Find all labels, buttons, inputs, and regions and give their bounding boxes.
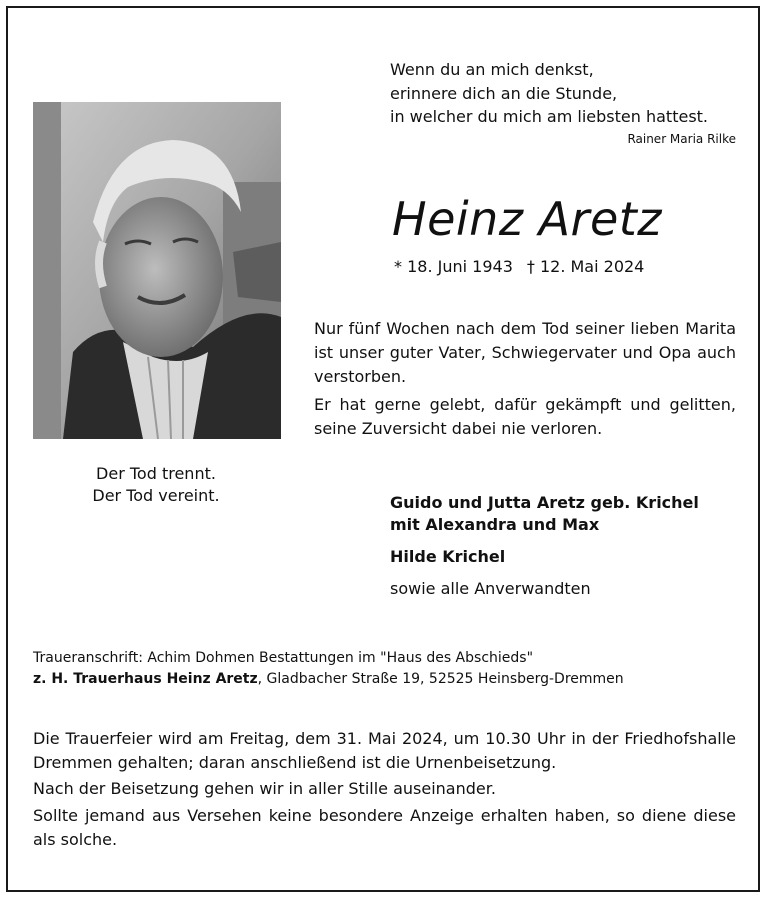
birth-date: * 18. Juni 1943 <box>394 257 513 276</box>
funeral-notice: Die Trauerfeier wird am Freitag, dem 31. Mai 2024, um 10.30 Uhr in der Friedhofshalle Dremmen gehalten; daran anschließend ist die Urnenbeisetzung. <box>33 729 736 772</box>
funeral-notice: Sollte jemand aus Versehen keine besondere Anzeige erhalten haben, so diene diese als solche. <box>33 806 736 849</box>
address-recipient: z. H. Trauerhaus Heinz Aretz <box>33 671 258 687</box>
portrait-image <box>33 102 281 439</box>
portrait-photo <box>33 102 281 439</box>
poem-line: in welcher du mich am liebsten hattest. <box>390 107 709 126</box>
mourning-address-line2 <box>33 671 743 687</box>
family-line: Guido und Jutta Aretz geb. Krichel <box>390 493 699 512</box>
deceased-name: Heinz Aretz <box>392 192 662 246</box>
poem <box>390 58 750 129</box>
obituary-paragraph: Er hat gerne gelebt, dafür gekämpft und gelitten, seine Zuversicht dabei nie verloren. <box>314 395 736 438</box>
mourning-address: Traueranschrift: Achim Dohmen Bestattungen im "Haus des Abschieds" <box>33 650 534 666</box>
poem-author: Rainer Maria Rilke <box>627 132 736 146</box>
quote-line: Der Tod vereint. <box>92 486 220 505</box>
quote <box>40 463 272 507</box>
poem-line: erinnere dich an die Stunde, <box>390 83 618 103</box>
death-date: † 12. Mai 2024 <box>526 257 645 276</box>
poem-line: Wenn du an mich denkst, <box>390 60 594 79</box>
family-line: mit Alexandra und Max <box>390 515 600 534</box>
quote-line: Der Tod trennt. <box>96 464 216 483</box>
life-dates <box>394 257 644 276</box>
funeral-notice: Nach der Beisetzung gehen wir in aller Stille auseinander. <box>33 779 496 798</box>
family-line: Hilde Krichel <box>390 547 506 566</box>
address-street: , Gladbacher Straße 19, 52525 Heinsberg-Dremmen <box>257 671 624 687</box>
obituary-paragraph: Nur fünf Wochen nach dem Tod seiner lieben Marita ist unser guter Vater, Schwiegervater und Opa auch verstorben. <box>314 319 736 386</box>
family-line: sowie alle Anverwandten <box>390 579 591 598</box>
